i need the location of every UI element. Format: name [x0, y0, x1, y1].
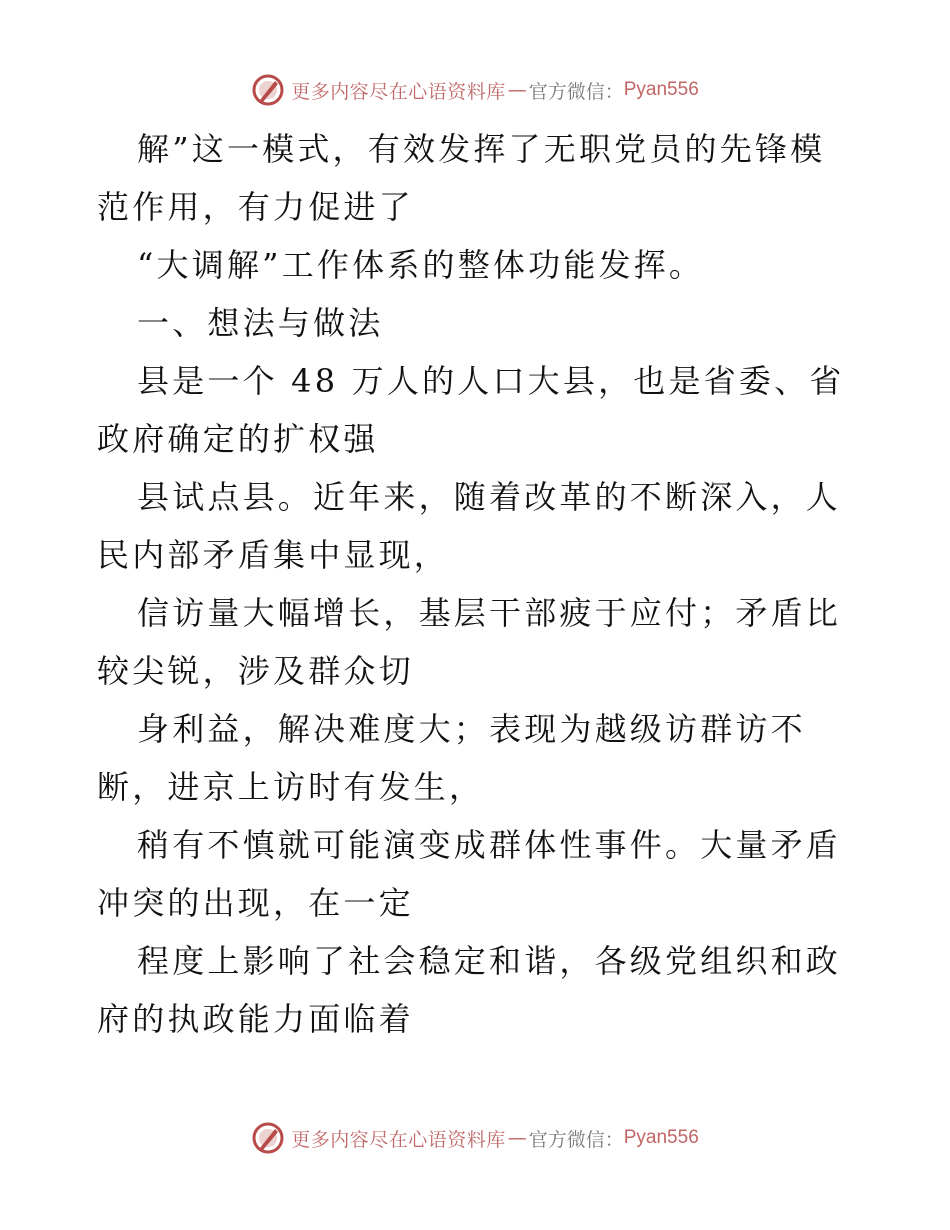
watermark-wechat-id: Pyan556: [623, 1127, 699, 1148]
pen-logo-icon: [251, 73, 285, 107]
pen-logo-icon: [251, 1121, 285, 1155]
paragraph: 县试点县。近年来，随着改革的不断深入，人民内部矛盾集中显现，: [97, 478, 842, 574]
paragraph: 解”这一模式，有效发挥了无职党员的先锋模范作用，有力促进了: [97, 130, 826, 226]
watermark-dash: —: [507, 79, 527, 101]
paragraph: “大调解”工作体系的整体功能发挥。: [137, 246, 705, 284]
watermark-main-text: 更多内容尽在心语资料库: [291, 80, 506, 103]
section-heading: 一、想法与做法: [137, 304, 384, 342]
watermark-sub-text: 官方微信：: [528, 80, 624, 103]
watermark-wechat-id: Pyan556: [623, 79, 699, 100]
paragraph: 稍有不慎就可能演变成群体性事件。大量矛盾冲突的出现，在一定: [97, 826, 842, 922]
paragraph: 身利益，解决难度大；表现为越级访群访不断，进京上访时有发生，: [97, 710, 806, 806]
watermark-sub-text: 官方微信：: [528, 1128, 624, 1151]
document-body: [97, 120, 857, 1048]
footer-watermark: [0, 1118, 950, 1158]
watermark-dash: —: [507, 1127, 527, 1149]
paragraph: 县是一个 48 万人的人口大县，也是省委、省政府确定的扩权强: [97, 362, 845, 458]
paragraph: 信访量大幅增长，基层干部疲于应付；矛盾比较尖锐，涉及群众切: [97, 594, 842, 690]
header-watermark: [0, 70, 950, 110]
paragraph: 程度上影响了社会稳定和谐，各级党组织和政府的执政能力面临着: [97, 942, 842, 1038]
watermark-main-text: 更多内容尽在心语资料库: [291, 1128, 506, 1151]
